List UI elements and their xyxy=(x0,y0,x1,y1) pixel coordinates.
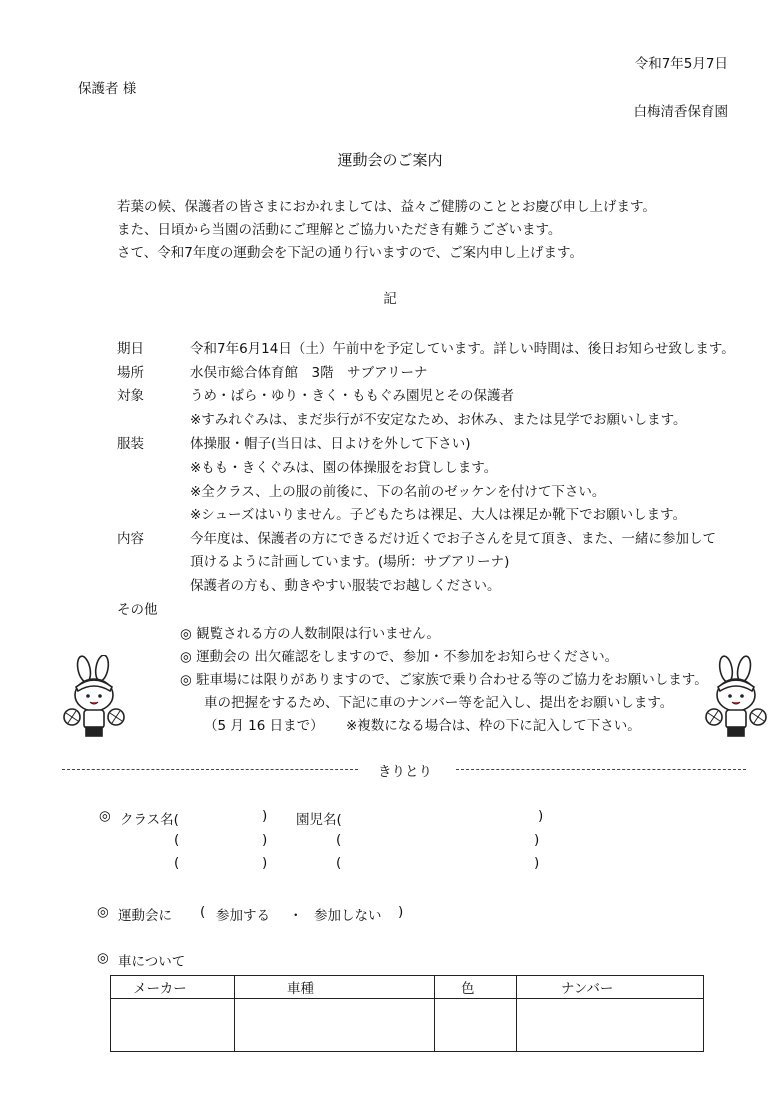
other-line: ※複数になる場合は、枠の下に記入して下さい。 xyxy=(346,718,641,734)
greeting-line-3: さて、令和7年度の運動会を下記の通り行いますので、ご案内申し上げます。 xyxy=(117,245,583,261)
cut-line-right xyxy=(456,769,746,770)
issue-date: 令和7年5月7日 xyxy=(634,56,728,72)
table-header-row xyxy=(111,976,704,999)
table-header: 車種 xyxy=(235,976,435,999)
attend-label: 運動会に xyxy=(118,908,172,924)
place-label: 場所 xyxy=(117,365,144,381)
attend-separator: ・ xyxy=(289,908,303,924)
page-title: 運動会のご案内 xyxy=(337,151,443,169)
car-section-label: 車について xyxy=(118,954,186,970)
child-name-label: 園児名( xyxy=(296,812,342,828)
clothes-line: 体操服・帽子(当日は、日よけを外して下さい) xyxy=(190,436,471,452)
other-line: ◎ 駐車場には限りがありますので、ご家族で乗り合わせる等のご協力をお願いします。 xyxy=(180,672,708,688)
cut-label: きりとり xyxy=(378,764,432,780)
class-name-open: ( xyxy=(174,855,180,871)
color-cell[interactable] xyxy=(435,999,517,1052)
maker-cell[interactable] xyxy=(111,999,235,1052)
child-name-close: ) xyxy=(534,855,540,871)
table-row xyxy=(111,999,704,1052)
class-name-open: ( xyxy=(174,832,180,848)
clothes-label: 服装 xyxy=(117,436,144,452)
place-value: 水俣市総合体育館 3階 サブアリーナ xyxy=(190,365,428,381)
rabbit-cheerleader-icon xyxy=(62,655,132,745)
content-label: 内容 xyxy=(117,531,144,547)
car-info-table xyxy=(110,975,704,1052)
date-label: 期日 xyxy=(117,341,144,357)
model-cell[interactable] xyxy=(235,999,435,1052)
target-line: ※すみれぐみは、まだ歩行が不安定なため、お休み、または見学でお願いします。 xyxy=(190,412,687,428)
clothes-line: ※シューズはいりません。子どもたちは裸足、大人は裸足か靴下でお願いします。 xyxy=(190,507,687,523)
attend-open: ( xyxy=(200,904,206,920)
table-header: 色 xyxy=(435,976,517,999)
other-line: ◎ 運動会の 出欠確認をしますので、参加・不参加をお知らせください。 xyxy=(180,649,619,665)
other-line: （5 月 16 日まで） xyxy=(204,718,324,734)
other-label: その他 xyxy=(117,602,158,618)
sender-name: 白梅清香保育園 xyxy=(633,104,728,120)
class-name-close: ) xyxy=(262,832,268,848)
attend-no-option[interactable]: 参加しない xyxy=(314,908,382,924)
greeting-line-1: 若葉の候、保護者の皆さまにおかれましては、益々ご健勝のこととお慶び申し上げます。 xyxy=(117,199,656,215)
clothes-line: ※もも・きくぐみは、園の体操服をお貸しします。 xyxy=(190,460,498,476)
content-line: 今年度は、保護者の方にできるだけ近くでお子さんを見て頂き、また、一緒に参加して xyxy=(190,531,716,547)
form-mark: ◎ xyxy=(97,904,109,920)
table-header: ナンバー xyxy=(517,976,704,999)
cut-line-left xyxy=(62,769,358,770)
rabbit-cheerleader-icon xyxy=(700,655,770,745)
clothes-line: ※全クラス、上の服の前後に、下の名前のゼッケンを付けて下さい。 xyxy=(190,484,606,500)
number-cell[interactable] xyxy=(517,999,704,1052)
class-name-close: ) xyxy=(262,808,268,824)
form-mark: ◎ xyxy=(99,808,111,824)
greeting-line-2: また、日頃から当園の活動にご理解とご協力いただき有難うございます。 xyxy=(117,222,562,238)
other-line: ◎ 観覧される方の人数制限は行いません。 xyxy=(180,626,440,642)
child-name-close: ) xyxy=(538,808,544,824)
form-mark: ◎ xyxy=(97,950,109,966)
class-name-close: ) xyxy=(262,855,268,871)
child-name-close: ) xyxy=(534,832,540,848)
target-line: うめ・ばら・ゆり・きく・ももぐみ園児とその保護者 xyxy=(190,388,514,404)
target-label: 対象 xyxy=(117,388,144,404)
ki-heading: 記 xyxy=(383,291,397,307)
child-name-open: ( xyxy=(336,855,342,871)
table-header: メーカー xyxy=(111,976,235,999)
class-name-label: クラス名( xyxy=(120,812,179,828)
attend-yes-option[interactable]: 参加する xyxy=(216,908,270,924)
date-value: 令和7年6月14日（土）午前中を予定しています。詳しい時間は、後日お知らせ致します。 xyxy=(190,341,735,357)
content-line: 保護者の方も、動きやすい服装でお越しください。 xyxy=(190,578,501,594)
child-name-open: ( xyxy=(336,832,342,848)
content-line: 頂けるように計画しています。(場所：サブアリーナ) xyxy=(190,554,510,570)
recipient: 保護者 様 xyxy=(78,81,137,97)
other-line: 車の把握をするため、下記に車のナンバー等を記入し、提出をお願いします。 xyxy=(204,695,674,711)
attend-close: ) xyxy=(398,904,404,920)
